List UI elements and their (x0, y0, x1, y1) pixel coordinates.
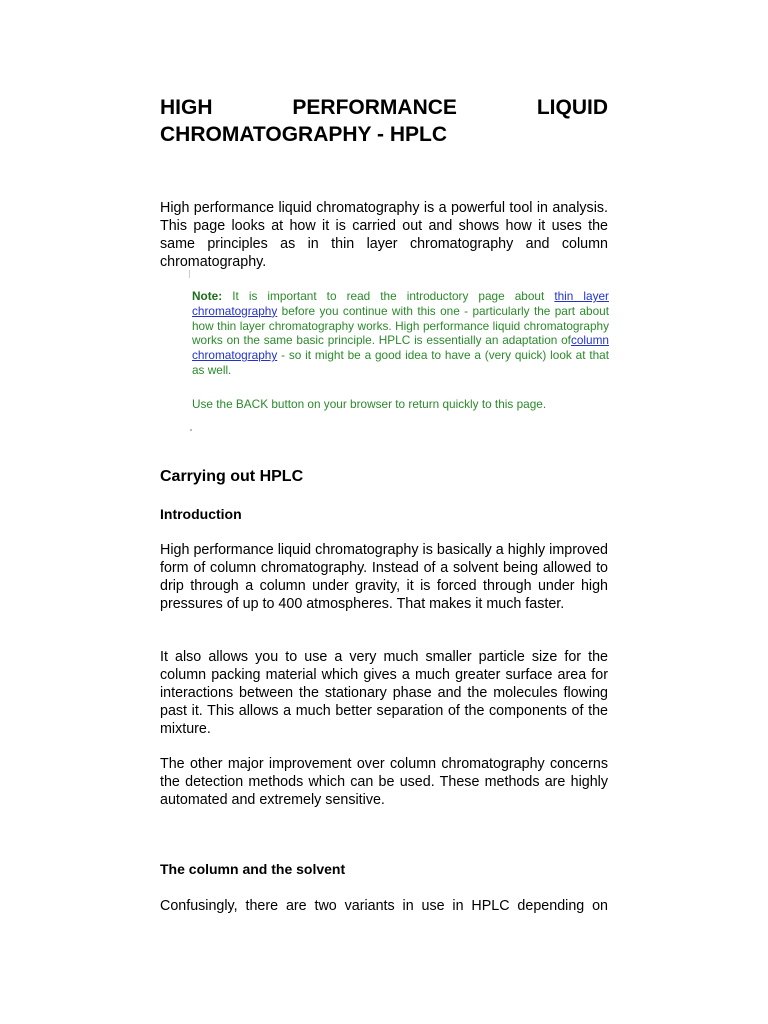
margin-dot (190, 429, 192, 431)
subheading-introduction: Introduction (160, 506, 242, 522)
paragraph-column-solvent-1: Confusingly, there are two variants in use in HPLC depending on (160, 898, 608, 914)
page-title (160, 94, 608, 148)
column-chromatography-link[interactable]: column chromatography (192, 333, 609, 363)
paragraph-introduction-2: It also allows you to use a very much smaller particle size for the column packing material which gives a much greater surface area for interactions between the stationary phase and the molecules flowing past it. This allows a much better separation of the components of the mixture. (160, 649, 608, 737)
note-text-1: It is important to read the introductory page about (222, 289, 555, 303)
note-paragraph (192, 289, 609, 378)
note-text-3: - so it might be a good idea to have a (very quick) look at that as well. (192, 348, 609, 377)
note-label: Note: (192, 289, 223, 303)
back-button-note: Use the BACK button on your browser to return quickly to this page. (192, 397, 547, 411)
subheading-column-and-solvent: The column and the solvent (160, 861, 346, 877)
section-heading-carrying-out-hplc: Carrying out HPLC (160, 468, 304, 485)
paragraph-introduction-1: High performance liquid chromatography is basically a highly improved form of column chromatography. Instead of a solvent being allowed to drip through a column under gravity, it is forced through under high pressures of up to 400 atmospheres. That makes it much faster. (160, 542, 608, 612)
note-text-2: before you continue with this one - particularly the part about how thin layer chromatography works. High performance liquid chromatography works on the same basic principle. HPLC is essentially an adaptation of (192, 303, 609, 348)
title-word-liquid: LIQUID (536, 96, 608, 119)
title-word-performance: PERFORMANCE (292, 96, 457, 119)
margin-mark (189, 270, 190, 278)
title-line-2: CHROMATOGRAPHY - HPLC (160, 123, 448, 146)
thin-layer-chromatography-link[interactable]: thin layer chromatography (192, 289, 609, 318)
paragraph-introduction-3: The other major improvement over column chromatography concerns the detection methods which can be used. These methods are highly automated and extremely sensitive. (160, 756, 608, 808)
intro-paragraph: High performance liquid chromatography is a powerful tool in analysis. This page looks at how it is carried out and shows how it uses the same principles as in thin layer chromatography and column chromatography. (160, 200, 608, 270)
title-word-high: HIGH (160, 96, 213, 119)
title-line-1 (160, 94, 608, 121)
